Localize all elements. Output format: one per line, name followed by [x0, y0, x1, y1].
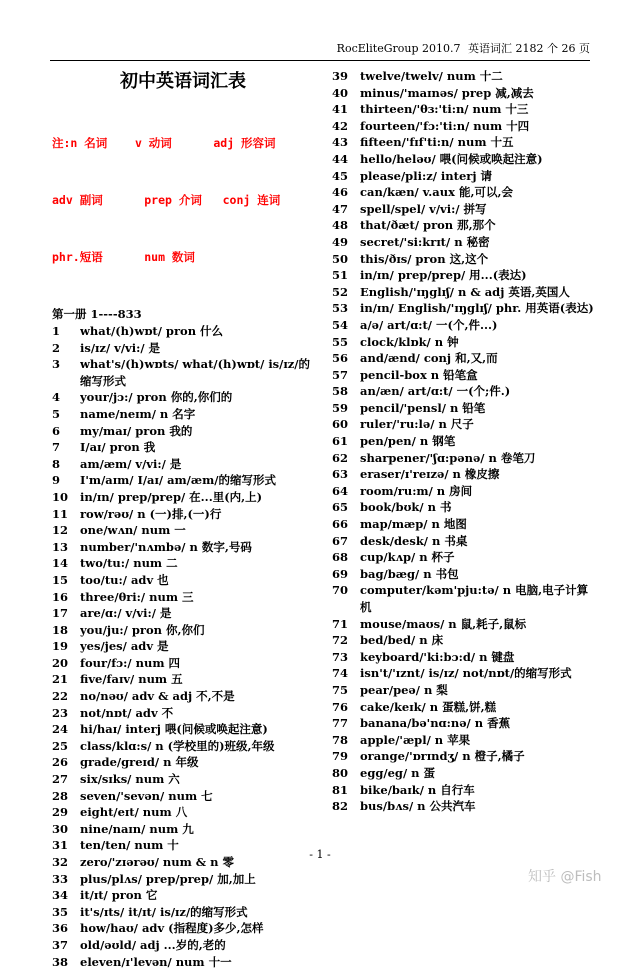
entry-text: book/bʊk/ n 书: [360, 500, 452, 515]
vocab-entry: [52, 804, 314, 821]
vocab-entry: [52, 572, 314, 589]
entry-number: 57: [332, 367, 349, 382]
entry-number: 21: [52, 672, 69, 687]
vocab-entry: [332, 699, 594, 716]
entry-text: pear/peə/ n 梨: [360, 682, 448, 697]
entry-text: not/nɒt/ adv 不: [80, 705, 174, 720]
vocab-entry: [332, 101, 594, 118]
vocab-entry: [332, 483, 594, 500]
entry-number: 25: [52, 738, 69, 753]
entry-text: pencil-box n 铅笔盒: [360, 367, 478, 382]
entry-text: orange/'ɒrɪndʒ/ n 橙子,橘子: [360, 749, 525, 764]
entry-text: bus/bʌs/ n 公共汽车: [360, 799, 476, 814]
entry-number: 46: [332, 185, 349, 200]
left-column: [52, 68, 314, 970]
vocab-entry: [52, 688, 314, 705]
vocab-entry: [332, 533, 594, 550]
entry-text: egg/eg/ n 蛋: [360, 765, 436, 780]
entry-text: what's/(h)wɒts/ what/(h)wɒt/ is/ɪz/的缩写形式: [80, 357, 310, 388]
entry-number: 18: [52, 622, 69, 637]
entry-number: 68: [332, 550, 349, 565]
vocab-entry: [52, 655, 314, 672]
entry-number: 10: [52, 489, 69, 504]
vocab-entry: [52, 522, 314, 539]
vocab-entry: [332, 217, 594, 234]
legend-line: adv 副词 prep 介词 conj 连词: [52, 193, 281, 207]
vocab-entry: [52, 389, 314, 406]
entry-text: pencil/'pensl/ n 铅笔: [360, 400, 486, 415]
vocab-entry: [332, 798, 594, 815]
entry-text: hello/heləʊ/ 喂(问候或唤起注意): [360, 151, 543, 166]
entry-text: English/'ɪŋglɪʃ/ n & adj 英语,英国人: [360, 284, 570, 299]
header-org: RocEliteGroup 2010.7: [336, 42, 461, 55]
entry-number: 69: [332, 566, 349, 581]
entry-text: name/neɪm/ n 名字: [80, 406, 196, 421]
vocab-entry: [332, 748, 594, 765]
entry-number: 31: [52, 838, 69, 853]
vocab-entry: [52, 638, 314, 655]
entry-number: 29: [52, 805, 69, 820]
entry-text: an/æn/ art/ɑ:t/ 一(个;件.): [360, 384, 511, 399]
entry-number: 34: [52, 888, 69, 903]
entry-text: secret/'si:krɪt/ n 秘密: [360, 234, 490, 249]
page-number: - 1 -: [309, 848, 331, 861]
entry-text: no/nəʊ/ adv & adj 不,不是: [80, 689, 235, 704]
entry-text: minus/'maɪnəs/ prep 减,减去: [360, 85, 534, 100]
entry-text: pen/pen/ n 钢笔: [360, 434, 456, 449]
vocab-entry: [332, 68, 594, 85]
entry-text: five/faɪv/ num 五: [80, 672, 183, 687]
vocab-entry: [332, 616, 594, 633]
entry-text: sharpener/'ʃɑ:pənə/ n 卷笔刀: [360, 450, 536, 465]
entry-number: 76: [332, 699, 349, 714]
vocab-entry: [52, 539, 314, 556]
vocab-entry: [52, 506, 314, 523]
entry-text: is/ɪz/ v/vi:/ 是: [80, 340, 161, 355]
entry-text: can/kæn/ v.aux 能,可以,会: [360, 185, 513, 200]
entry-number: 26: [52, 755, 69, 770]
vocab-entry: [332, 632, 594, 649]
entry-text: keyboard/'ki:bɔ:d/ n 键盘: [360, 649, 515, 664]
vocab-entry: [52, 671, 314, 688]
entry-number: 45: [332, 168, 349, 183]
entry-text: you/ju:/ pron 你,你们: [80, 622, 205, 637]
entry-number: 43: [332, 135, 349, 150]
entry-text: isn't/'ɪznt/ is/ɪz/ not/nɒt/的缩写形式: [360, 666, 572, 681]
entry-number: 3: [52, 357, 61, 372]
entry-number: 62: [332, 450, 349, 465]
entry-number: 12: [52, 523, 69, 538]
entry-text: old/əʊld/ adj ...岁的,老的: [80, 937, 226, 952]
legend-line: phr.短语 num 数词: [52, 250, 195, 264]
entry-number: 7: [52, 440, 61, 455]
entry-text: apple/'æpl/ n 苹果: [360, 732, 471, 747]
entry-text: cup/kʌp/ n 杯子: [360, 550, 455, 565]
vocab-entry: [52, 406, 314, 423]
vocab-entry: [332, 134, 594, 151]
vocab-list-right: [332, 68, 594, 815]
entry-text: bed/bed/ n 床: [360, 633, 444, 648]
entry-text: fourteen/'fɔ:'ti:n/ num 十四: [360, 118, 530, 133]
entry-number: 40: [332, 85, 349, 100]
entry-number: 56: [332, 351, 349, 366]
entry-text: please/pli:z/ interj 请: [360, 168, 493, 183]
vocab-entry: [52, 937, 314, 954]
entry-number: 23: [52, 705, 69, 720]
vocab-entry: [52, 705, 314, 722]
vocab-entry: [332, 765, 594, 782]
entry-text: three/θri:/ num 三: [80, 589, 194, 604]
vocab-entry: [52, 340, 314, 357]
vocab-entry: [332, 267, 594, 284]
vocab-entry: [52, 954, 314, 970]
entry-number: 37: [52, 937, 69, 952]
vocab-entry: [52, 605, 314, 622]
vocab-list-left: [52, 323, 314, 970]
entry-text: how/haʊ/ adv (指程度)多少,怎样: [80, 921, 264, 936]
entry-number: 70: [332, 583, 349, 598]
entry-number: 53: [332, 301, 349, 316]
entry-text: spell/spel/ v/vi:/ 拼写: [360, 201, 487, 216]
entry-text: cake/keɪk/ n 蛋糕,饼,糕: [360, 699, 497, 714]
vocab-entry: [332, 549, 594, 566]
entry-number: 72: [332, 633, 349, 648]
entry-text: eraser/ɪ'reɪzə/ n 橡皮擦: [360, 467, 500, 482]
entry-number: 66: [332, 517, 349, 532]
watermark: 知乎 @Fish: [528, 869, 602, 885]
entry-text: nine/naɪn/ num 九: [80, 821, 194, 836]
vocab-entry: [52, 489, 314, 506]
legend-line: 注:n 名词 v 动词 adj 形容词: [52, 136, 276, 150]
entry-number: 28: [52, 788, 69, 803]
entry-text: ten/ten/ num 十: [80, 838, 179, 853]
vocab-entry: [332, 682, 594, 699]
entry-number: 63: [332, 467, 349, 482]
entry-number: 82: [332, 799, 349, 814]
entry-text: yes/jes/ adv 是: [80, 639, 169, 654]
entry-number: 41: [332, 102, 349, 117]
vocab-entry: [332, 433, 594, 450]
entry-text: I/aɪ/ pron 我: [80, 440, 156, 455]
vocab-entry: [332, 85, 594, 102]
entry-text: mouse/maʊs/ n 鼠,耗子,鼠标: [360, 616, 527, 631]
entry-text: eight/eɪt/ num 八: [80, 805, 188, 820]
vocab-entry: [332, 367, 594, 384]
entry-text: that/ðæt/ pron 那,那个: [360, 218, 496, 233]
book-range: 第一册 1----833: [52, 307, 142, 321]
entry-number: 58: [332, 384, 349, 399]
vocab-entry: [332, 168, 594, 185]
vocab-entry: [52, 871, 314, 888]
vocab-entry: [52, 754, 314, 771]
entry-text: class/klɑ:s/ n (学校里的)班级,年级: [80, 738, 275, 753]
vocab-entry: [332, 466, 594, 483]
entry-number: 48: [332, 218, 349, 233]
vocab-entry: [332, 350, 594, 367]
entry-text: two/tu:/ num 二: [80, 556, 178, 571]
entry-number: 51: [332, 268, 349, 283]
vocab-entry: [52, 920, 314, 937]
vocab-entry: [332, 234, 594, 251]
entry-number: 47: [332, 201, 349, 216]
vocab-entry: [52, 721, 314, 738]
entry-number: 54: [332, 317, 349, 332]
entry-text: clock/klɒk/ n 钟: [360, 334, 459, 349]
entry-number: 55: [332, 334, 349, 349]
vocab-entry: [332, 732, 594, 749]
vocab-entry: [332, 118, 594, 135]
entry-text: too/tu:/ adv 也: [80, 572, 169, 587]
entry-number: 8: [52, 456, 61, 471]
entry-text: in/ɪn/ English/'ɪŋglɪʃ/ phr. 用英语(表达): [360, 301, 594, 316]
vocab-entry: [332, 300, 594, 317]
entry-text: it/ɪt/ pron 它: [80, 888, 158, 903]
entry-number: 11: [52, 506, 69, 521]
entry-number: 67: [332, 533, 349, 548]
vocab-entry: [332, 649, 594, 666]
entry-number: 77: [332, 716, 349, 731]
entry-number: 42: [332, 118, 349, 133]
entry-number: 79: [332, 749, 349, 764]
entry-text: row/rəʊ/ n (一)排,(一)行: [80, 506, 222, 521]
entry-number: 75: [332, 682, 349, 697]
vocab-entry: [332, 582, 594, 615]
entry-number: 73: [332, 649, 349, 664]
entry-text: in/ɪn/ prep/prep/ 在...里(内,上): [80, 489, 263, 504]
page-title: 初中英语词汇表: [120, 71, 246, 92]
vocab-entry: [52, 904, 314, 921]
entry-text: number/'nʌmbə/ n 数字,号码: [80, 539, 252, 554]
vocab-entry: [332, 317, 594, 334]
vocab-entry: [332, 151, 594, 168]
vocab-entry: [332, 516, 594, 533]
legend: [52, 96, 314, 305]
entry-number: 4: [52, 390, 61, 405]
vocab-entry: [52, 323, 314, 340]
entry-number: 1: [52, 324, 61, 338]
vocab-entry: [52, 555, 314, 572]
vocab-entry: [332, 715, 594, 732]
entry-number: 33: [52, 871, 69, 886]
entry-number: 38: [52, 954, 69, 969]
entry-number: 49: [332, 234, 349, 249]
entry-number: 59: [332, 400, 349, 415]
entry-number: 22: [52, 689, 69, 704]
right-column: [332, 68, 594, 815]
entry-text: and/ænd/ conj 和,又,而: [360, 351, 498, 366]
vocab-entry: [332, 184, 594, 201]
entry-number: 81: [332, 782, 349, 797]
entry-number: 78: [332, 732, 349, 747]
vocab-entry: [332, 665, 594, 682]
vocab-entry: [52, 771, 314, 788]
entry-text: computer/kəm'pju:tə/ n 电脑,电子计算机: [360, 583, 589, 614]
entry-number: 13: [52, 539, 69, 554]
entry-text: plus/plʌs/ prep/prep/ 加,加上: [80, 871, 256, 886]
entry-text: thirteen/'θɜ:'ti:n/ num 十三: [360, 102, 529, 117]
entry-number: 39: [332, 69, 349, 83]
vocab-entry: [332, 383, 594, 400]
entry-number: 27: [52, 772, 69, 787]
vocab-entry: [52, 472, 314, 489]
vocab-entry: [52, 439, 314, 456]
vocab-entry: [52, 356, 314, 389]
entry-number: 32: [52, 855, 69, 869]
entry-text: in/ɪn/ prep/prep/ 用...(表达): [360, 268, 527, 283]
entry-text: eleven/ɪ'levən/ num 十一: [80, 954, 232, 969]
entry-number: 6: [52, 423, 61, 438]
entry-number: 74: [332, 666, 349, 681]
entry-text: a/ə/ art/ɑ:t/ 一(个,件...): [360, 317, 498, 332]
entry-text: four/fɔ:/ num 四: [80, 655, 181, 670]
entry-number: 71: [332, 616, 349, 631]
entry-text: I'm/aɪm/ I/aɪ/ am/æm/的缩写形式: [80, 473, 276, 488]
vocab-entry: [52, 456, 314, 473]
entry-number: 20: [52, 655, 69, 670]
entry-number: 64: [332, 483, 349, 498]
entry-number: 14: [52, 556, 69, 571]
vocab-entry: [52, 788, 314, 805]
entry-number: 9: [52, 473, 61, 488]
entry-text: bag/bæg/ n 书包: [360, 566, 459, 581]
entry-number: 17: [52, 606, 69, 621]
entry-number: 35: [52, 904, 69, 919]
vocab-entry: [52, 821, 314, 838]
entry-number: 2: [52, 340, 61, 355]
entry-number: 36: [52, 921, 69, 936]
entry-text: my/maɪ/ pron 我的: [80, 423, 193, 438]
entry-text: seven/'sevən/ num 七: [80, 788, 213, 803]
entry-text: it's/ɪts/ it/ɪt/ is/ɪz/的缩写形式: [80, 904, 248, 919]
entry-number: 61: [332, 434, 349, 449]
entry-number: 5: [52, 406, 61, 421]
vocab-entry: [52, 622, 314, 639]
entry-text: what/(h)wɒt/ pron 什么: [80, 324, 224, 338]
page-header: [50, 40, 590, 61]
entry-text: desk/desk/ n 书桌: [360, 533, 468, 548]
entry-number: 52: [332, 284, 349, 299]
entry-number: 24: [52, 722, 69, 737]
vocab-entry: [332, 450, 594, 467]
entry-text: zero/'zɪərəʊ/ num & n 零: [80, 855, 235, 869]
vocab-entry: [332, 400, 594, 417]
entry-text: six/sɪks/ num 六: [80, 772, 180, 787]
vocab-entry: [332, 416, 594, 433]
entry-text: fifteen/'fɪf'ti:n/ num 十五: [360, 135, 514, 150]
entry-number: 44: [332, 151, 349, 166]
vocab-entry: [52, 738, 314, 755]
entry-text: hi/haɪ/ interj 喂(问候或唤起注意): [80, 722, 268, 737]
entry-text: are/ɑ:/ v/vi:/ 是: [80, 606, 172, 621]
entry-number: 60: [332, 417, 349, 432]
entry-number: 80: [332, 765, 349, 780]
entry-text: twelve/twelv/ num 十二: [360, 69, 503, 83]
entry-number: 16: [52, 589, 69, 604]
vocab-entry: [52, 589, 314, 606]
entry-text: grade/greɪd/ n 年级: [80, 755, 199, 770]
vocab-entry: [332, 251, 594, 268]
entry-number: 19: [52, 639, 69, 654]
vocab-entry: [52, 887, 314, 904]
vocab-entry: [332, 499, 594, 516]
entry-number: 65: [332, 500, 349, 515]
vocab-entry: [332, 201, 594, 218]
vocab-entry: [332, 782, 594, 799]
entry-text: ruler/'ru:lə/ n 尺子: [360, 417, 474, 432]
entry-text: your/jɔ:/ pron 你的,你们的: [80, 390, 233, 405]
entry-text: map/mæp/ n 地图: [360, 517, 467, 532]
entry-number: 50: [332, 251, 349, 266]
entry-number: 15: [52, 572, 69, 587]
entry-text: room/ru:m/ n 房间: [360, 483, 473, 498]
vocab-entry: [332, 566, 594, 583]
entry-text: this/ðɪs/ pron 这,这个: [360, 251, 489, 266]
vocab-entry: [332, 284, 594, 301]
entry-number: 30: [52, 821, 69, 836]
entry-text: am/æm/ v/vi:/ 是: [80, 456, 182, 471]
entry-text: one/wʌn/ num 一: [80, 523, 186, 538]
vocab-entry: [52, 423, 314, 440]
entry-text: bike/baɪk/ n 自行车: [360, 782, 475, 797]
entry-text: banana/bə'nɑ:nə/ n 香蕉: [360, 716, 511, 731]
header-info: 英语词汇 2182 个 26 页: [468, 42, 590, 55]
vocab-entry: [332, 334, 594, 351]
